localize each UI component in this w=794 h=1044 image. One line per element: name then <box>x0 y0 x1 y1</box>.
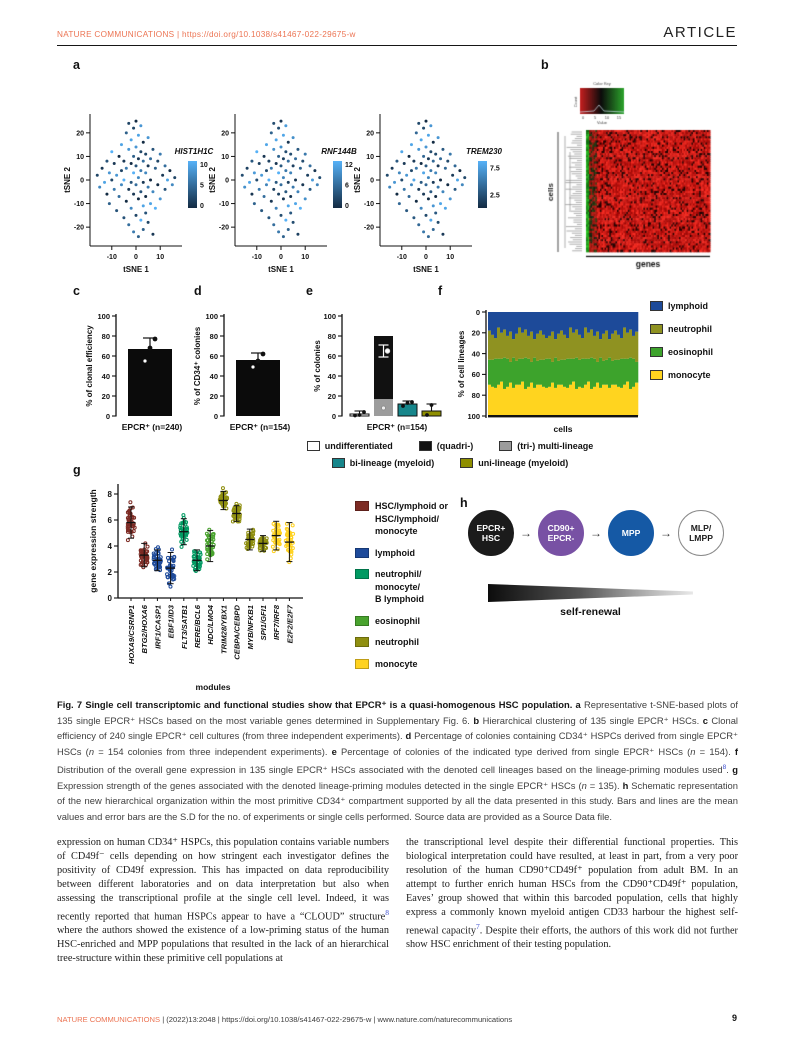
svg-text:RNF144B: RNF144B <box>321 147 357 156</box>
svg-text:% of clonal efficiency: % of clonal efficiency <box>85 325 94 407</box>
self-renewal-label: self-renewal <box>560 606 621 618</box>
legend-item-lymphoid: lymphoid <box>355 547 485 560</box>
svg-text:10: 10 <box>446 254 455 261</box>
figure-caption: Fig. 7 Single cell transcriptomic and functional studies show that EPCR⁺ is a quasi-homogenous HSC population. a Representative t-SNE-based plots of 135 single EPCR⁺ HSCs based on the most variable genes determined in Supplementary Fig. 6. b Hierarchical clustering of 135 single EPCR⁺ HSCs. c Clonal efficiency of 240 single EPCR⁺ cell cultures (from three independent experiments). d Percentage of colonies containing CD34⁺ HSPCs derived from single EPCR⁺ HSCs (n = 154 colonies from three independent experiments). e Percentage of colonies of the indicated type derived from single EPCR⁺ HSCs (n = 154). f Distribution of the overall gene expression in 135 single EPCR⁺ HSCs associated with the denoted cell lineages based on the lineage-priming modules used$^8$. g Expression strength of the genes associated with the denoted lineage-priming modules detected in the single EPCR⁺ HSCs (n = 135). h Schematic representation of the new hierarchical organization within the most primitive CD34⁺ compartment supported by all the data presented in this study. Bars and lines are the mean values and error bars are the S.D for the no. of experiments or single cells performed. Source data are provided as a Source Data file. <box>57 699 739 823</box>
svg-text:-20: -20 <box>73 224 84 232</box>
svg-text:CEBPA/CEBPD: CEBPA/CEBPD <box>232 605 242 660</box>
svg-text:20: 20 <box>209 391 218 401</box>
svg-text:0: 0 <box>225 177 229 185</box>
legend-swatch <box>355 616 369 626</box>
body-text <box>57 836 738 966</box>
legend-swatch <box>355 501 369 511</box>
arrow-right-icon: → <box>660 526 672 540</box>
reference-link[interactable]: 8 <box>385 908 389 917</box>
tsne-plot-2 <box>205 100 357 278</box>
doi-link[interactable]: https://doi.org/10.1038/s41467-022-29675-w <box>182 30 356 39</box>
hierarchy-node-cd90-epcr-: CD90+ EPCR- <box>538 510 584 556</box>
hierarchy-node-mlp-lmpp: MLP/ LMPP <box>678 510 724 556</box>
panel-label-c: c <box>73 284 80 298</box>
panel-label-d: d <box>194 284 202 298</box>
svg-text:10: 10 <box>301 254 310 261</box>
svg-text:modules: modules <box>195 682 231 692</box>
svg-text:100: 100 <box>467 411 480 421</box>
page-number: 9 <box>731 1013 737 1023</box>
stacked-bar-cell-lineages <box>452 296 667 446</box>
svg-text:-20: -20 <box>363 224 374 232</box>
svg-text:6: 6 <box>107 515 112 525</box>
tsne-plot-1 <box>60 100 212 278</box>
svg-text:EBF1/ID3: EBF1/ID3 <box>166 605 176 639</box>
svg-text:80: 80 <box>471 391 480 400</box>
svg-text:80: 80 <box>209 331 218 341</box>
legend-item: (quadri-) <box>419 441 474 451</box>
legend-swatch <box>307 441 320 451</box>
legend-item: undifferentiated <box>307 441 393 451</box>
hierarchy-node-epcr-hsc: EPCR+ HSC <box>468 510 514 556</box>
legend-item-monocyte: monocyte <box>355 658 485 671</box>
article-label: ARTICLE <box>663 24 737 41</box>
svg-text:20: 20 <box>101 391 110 401</box>
panel-label-f: f <box>438 284 443 298</box>
svg-text:FLT3/SATB1: FLT3/SATB1 <box>179 605 189 650</box>
self-renewal-gradient <box>488 584 693 602</box>
strip-plot-modules <box>58 468 313 703</box>
svg-text:% of colonies: % of colonies <box>313 340 322 392</box>
arrow-right-icon: → <box>590 526 602 540</box>
svg-text:HOXA9/CSRNP1: HOXA9/CSRNP1 <box>127 605 136 665</box>
panel-label-b: b <box>541 58 549 72</box>
svg-text:0: 0 <box>134 254 138 261</box>
svg-text:0: 0 <box>213 411 218 421</box>
legend-item-neutrophil: neutrophil <box>355 636 485 649</box>
svg-text:8: 8 <box>107 489 112 499</box>
hierarchy-schematic <box>468 510 724 556</box>
svg-text:-10: -10 <box>73 201 84 209</box>
svg-text:EPCR⁺ (n=154): EPCR⁺ (n=154) <box>366 422 428 432</box>
legend-item-eosinophil: eosinophil <box>650 347 713 357</box>
legend-swatch <box>650 301 663 311</box>
svg-text:60: 60 <box>101 351 110 361</box>
svg-text:100: 100 <box>97 311 110 321</box>
svg-text:20: 20 <box>327 391 336 401</box>
svg-text:HIST1H1C: HIST1H1C <box>174 147 214 156</box>
legend-item-neu_mono_b: neutrophil/ monocyte/ B lymphoid <box>355 568 485 606</box>
legend-item: (tri-) multi-lineage <box>499 441 593 451</box>
svg-text:40: 40 <box>471 349 480 359</box>
colony-type-legend-row2 <box>235 458 665 468</box>
svg-text:-10: -10 <box>363 201 374 209</box>
svg-text:20: 20 <box>221 130 229 138</box>
svg-text:100: 100 <box>323 311 336 321</box>
body-column-right: the transcriptional level despite their differential functional properties. This biological interpretation could have resulted, at least in part, from a very poor resolution of the human CD90⁺CD49f⁺ population from adult BM. In an attempt to further enrich human HSCs from the CD90⁺CD49f⁺ population, Eaves’ group showed that within this barcoded population, cells that highly express a commonly known myeloid antigen CD33 harbour the highest self-renewal capacity$^7$. Despite their efforts, the authors of this work did not further show HSC enrichment of their testing population. <box>406 837 738 951</box>
svg-text:40: 40 <box>209 371 218 381</box>
svg-text:12: 12 <box>345 162 353 169</box>
svg-text:SPI1/GFI1: SPI1/GFI1 <box>259 605 268 641</box>
legend-item: uni-lineage (myeloid) <box>460 458 568 468</box>
svg-text:2: 2 <box>107 567 112 577</box>
svg-text:-10: -10 <box>106 254 117 261</box>
svg-text:% of CD34⁺ colonies: % of CD34⁺ colonies <box>193 326 202 406</box>
svg-text:10: 10 <box>200 162 208 169</box>
footer-citation: | (2022)13:2048 | https://doi.org/10.1038/s41467-022-29675-w | www.nature.com/naturecommunications <box>160 1015 513 1024</box>
legend-swatch <box>460 458 473 468</box>
legend-swatch <box>499 441 512 451</box>
svg-text:0: 0 <box>424 254 428 261</box>
svg-text:tSNE 2: tSNE 2 <box>63 167 72 193</box>
svg-text:TRIM28/YBX1: TRIM28/YBX1 <box>219 605 229 654</box>
svg-text:60: 60 <box>327 351 336 361</box>
svg-text:40: 40 <box>101 371 110 381</box>
panel-label-h: h <box>460 496 468 510</box>
legend-item-eosinophil: eosinophil <box>355 615 485 628</box>
header-rule <box>57 45 737 46</box>
svg-text:0: 0 <box>370 177 374 185</box>
svg-text:EPCR⁺ (n=240): EPCR⁺ (n=240) <box>121 422 183 432</box>
svg-text:-10: -10 <box>251 254 262 261</box>
heatmap-panel <box>548 76 748 271</box>
svg-text:tSNE 1: tSNE 1 <box>268 265 294 274</box>
legend-swatch <box>650 370 663 380</box>
legend-swatch <box>355 637 369 647</box>
hierarchy-node-mpp: MPP <box>608 510 654 556</box>
legend-item-hsc: HSC/lymphoid or HSC/lymphoid/ monocyte <box>355 500 485 538</box>
legend-swatch <box>650 347 663 357</box>
body-column-left: expression on human CD34⁺ HSPCs, this population contains variable numbers of CD49f⁻ cells depending on how stringent each investigator defines the positivity of CD49f expression. This has impacted on data reproducibility between different laboratories and on data interpretation but also when assessing the transcriptional profile at the single cell level. Indeed, it was recently reported that human HSPCs appear to have a “CLOUD” structure$^8$ where the authors showed the existence of a low-priming status of the human HSC-enriched and MPP populations that resulted in the lack of an hierarchical tree-structure within these primitive cell populations at <box>57 837 389 965</box>
panel-label-g: g <box>73 463 81 477</box>
svg-text:BTG2/HOXA6: BTG2/HOXA6 <box>140 605 150 654</box>
legend-swatch <box>355 548 369 558</box>
footer-line <box>57 1015 512 1024</box>
svg-text:0: 0 <box>80 177 84 185</box>
tsne-plot-3 <box>350 100 502 278</box>
svg-text:0: 0 <box>107 593 112 603</box>
svg-text:0: 0 <box>105 411 110 421</box>
svg-text:2.5: 2.5 <box>490 192 500 200</box>
svg-text:TREM230: TREM230 <box>465 147 503 156</box>
svg-text:10: 10 <box>76 153 84 161</box>
svg-text:tSNE 2: tSNE 2 <box>353 167 362 193</box>
legend-swatch <box>419 441 432 451</box>
svg-text:5: 5 <box>200 182 204 190</box>
legend-item-neutrophil: neutrophil <box>650 324 713 334</box>
svg-text:tSNE 1: tSNE 1 <box>413 265 439 274</box>
svg-text:0: 0 <box>345 203 349 210</box>
legend-swatch <box>650 324 663 334</box>
svg-text:MYB/NFKB1: MYB/NFKB1 <box>245 605 255 650</box>
svg-text:EPCR⁺ (n=154): EPCR⁺ (n=154) <box>229 422 291 432</box>
svg-text:-10: -10 <box>396 254 407 261</box>
svg-text:RERE/BCL6: RERE/BCL6 <box>193 605 202 649</box>
colony-type-legend-row1 <box>235 441 665 451</box>
panel-label-e: e <box>306 284 313 298</box>
svg-text:4: 4 <box>107 541 112 551</box>
svg-text:tSNE 2: tSNE 2 <box>208 167 217 193</box>
svg-text:0: 0 <box>200 203 204 210</box>
svg-text:-20: -20 <box>218 224 229 232</box>
legend-item-monocyte: monocyte <box>650 370 713 380</box>
svg-text:cells: cells <box>553 424 573 434</box>
svg-text:60: 60 <box>471 370 480 380</box>
legend-item-lymphoid: lymphoid <box>650 301 713 311</box>
svg-text:0: 0 <box>331 411 336 421</box>
footer-journal: NATURE COMMUNICATIONS <box>57 1015 161 1024</box>
panel-label-a: a <box>73 58 80 72</box>
svg-text:20: 20 <box>366 130 374 138</box>
svg-text:20: 20 <box>76 130 84 138</box>
svg-text:40: 40 <box>327 371 336 381</box>
svg-text:0: 0 <box>475 307 480 317</box>
legend-swatch <box>355 569 369 579</box>
svg-text:IRF1/CASP1: IRF1/CASP1 <box>153 605 163 649</box>
svg-text:100: 100 <box>205 311 218 321</box>
svg-text:% of cell lineages: % of cell lineages <box>457 330 466 398</box>
arrow-right-icon: → <box>520 526 532 540</box>
lineage-legend <box>650 301 713 380</box>
svg-text:10: 10 <box>221 153 229 161</box>
legend-item: bi-lineage (myeloid) <box>332 458 435 468</box>
legend-swatch <box>332 458 345 468</box>
svg-text:E2F2/E2F7: E2F2/E2F7 <box>285 605 295 644</box>
bar-chart-colony-types <box>300 296 460 446</box>
svg-text:0: 0 <box>279 254 283 261</box>
svg-text:60: 60 <box>209 351 218 361</box>
svg-text:10: 10 <box>366 153 374 161</box>
svg-text:gene expression strength: gene expression strength <box>88 489 98 593</box>
svg-text:80: 80 <box>327 331 336 341</box>
svg-text:tSNE 1: tSNE 1 <box>123 265 149 274</box>
svg-text:7.5: 7.5 <box>490 165 500 173</box>
module-legend <box>355 500 485 670</box>
legend-swatch <box>355 659 369 669</box>
svg-text:-10: -10 <box>218 201 229 209</box>
svg-text:80: 80 <box>101 331 110 341</box>
svg-text:10: 10 <box>156 254 165 261</box>
journal-name: NATURE COMMUNICATIONS <box>57 30 175 39</box>
reference-link[interactable]: 7 <box>476 922 480 931</box>
bar-chart-cd34-colonies <box>166 296 306 446</box>
reference-link[interactable]: 8 <box>722 763 727 771</box>
header-journal-line: NATURE COMMUNICATIONS | https://doi.org/10.1038/s41467-022-29675-w <box>57 30 356 39</box>
svg-text:IRF7/IRF8: IRF7/IRF8 <box>272 605 282 641</box>
svg-text:20: 20 <box>471 328 480 338</box>
svg-text:6: 6 <box>345 182 349 190</box>
svg-text:HDC/LMO4: HDC/LMO4 <box>206 605 216 645</box>
